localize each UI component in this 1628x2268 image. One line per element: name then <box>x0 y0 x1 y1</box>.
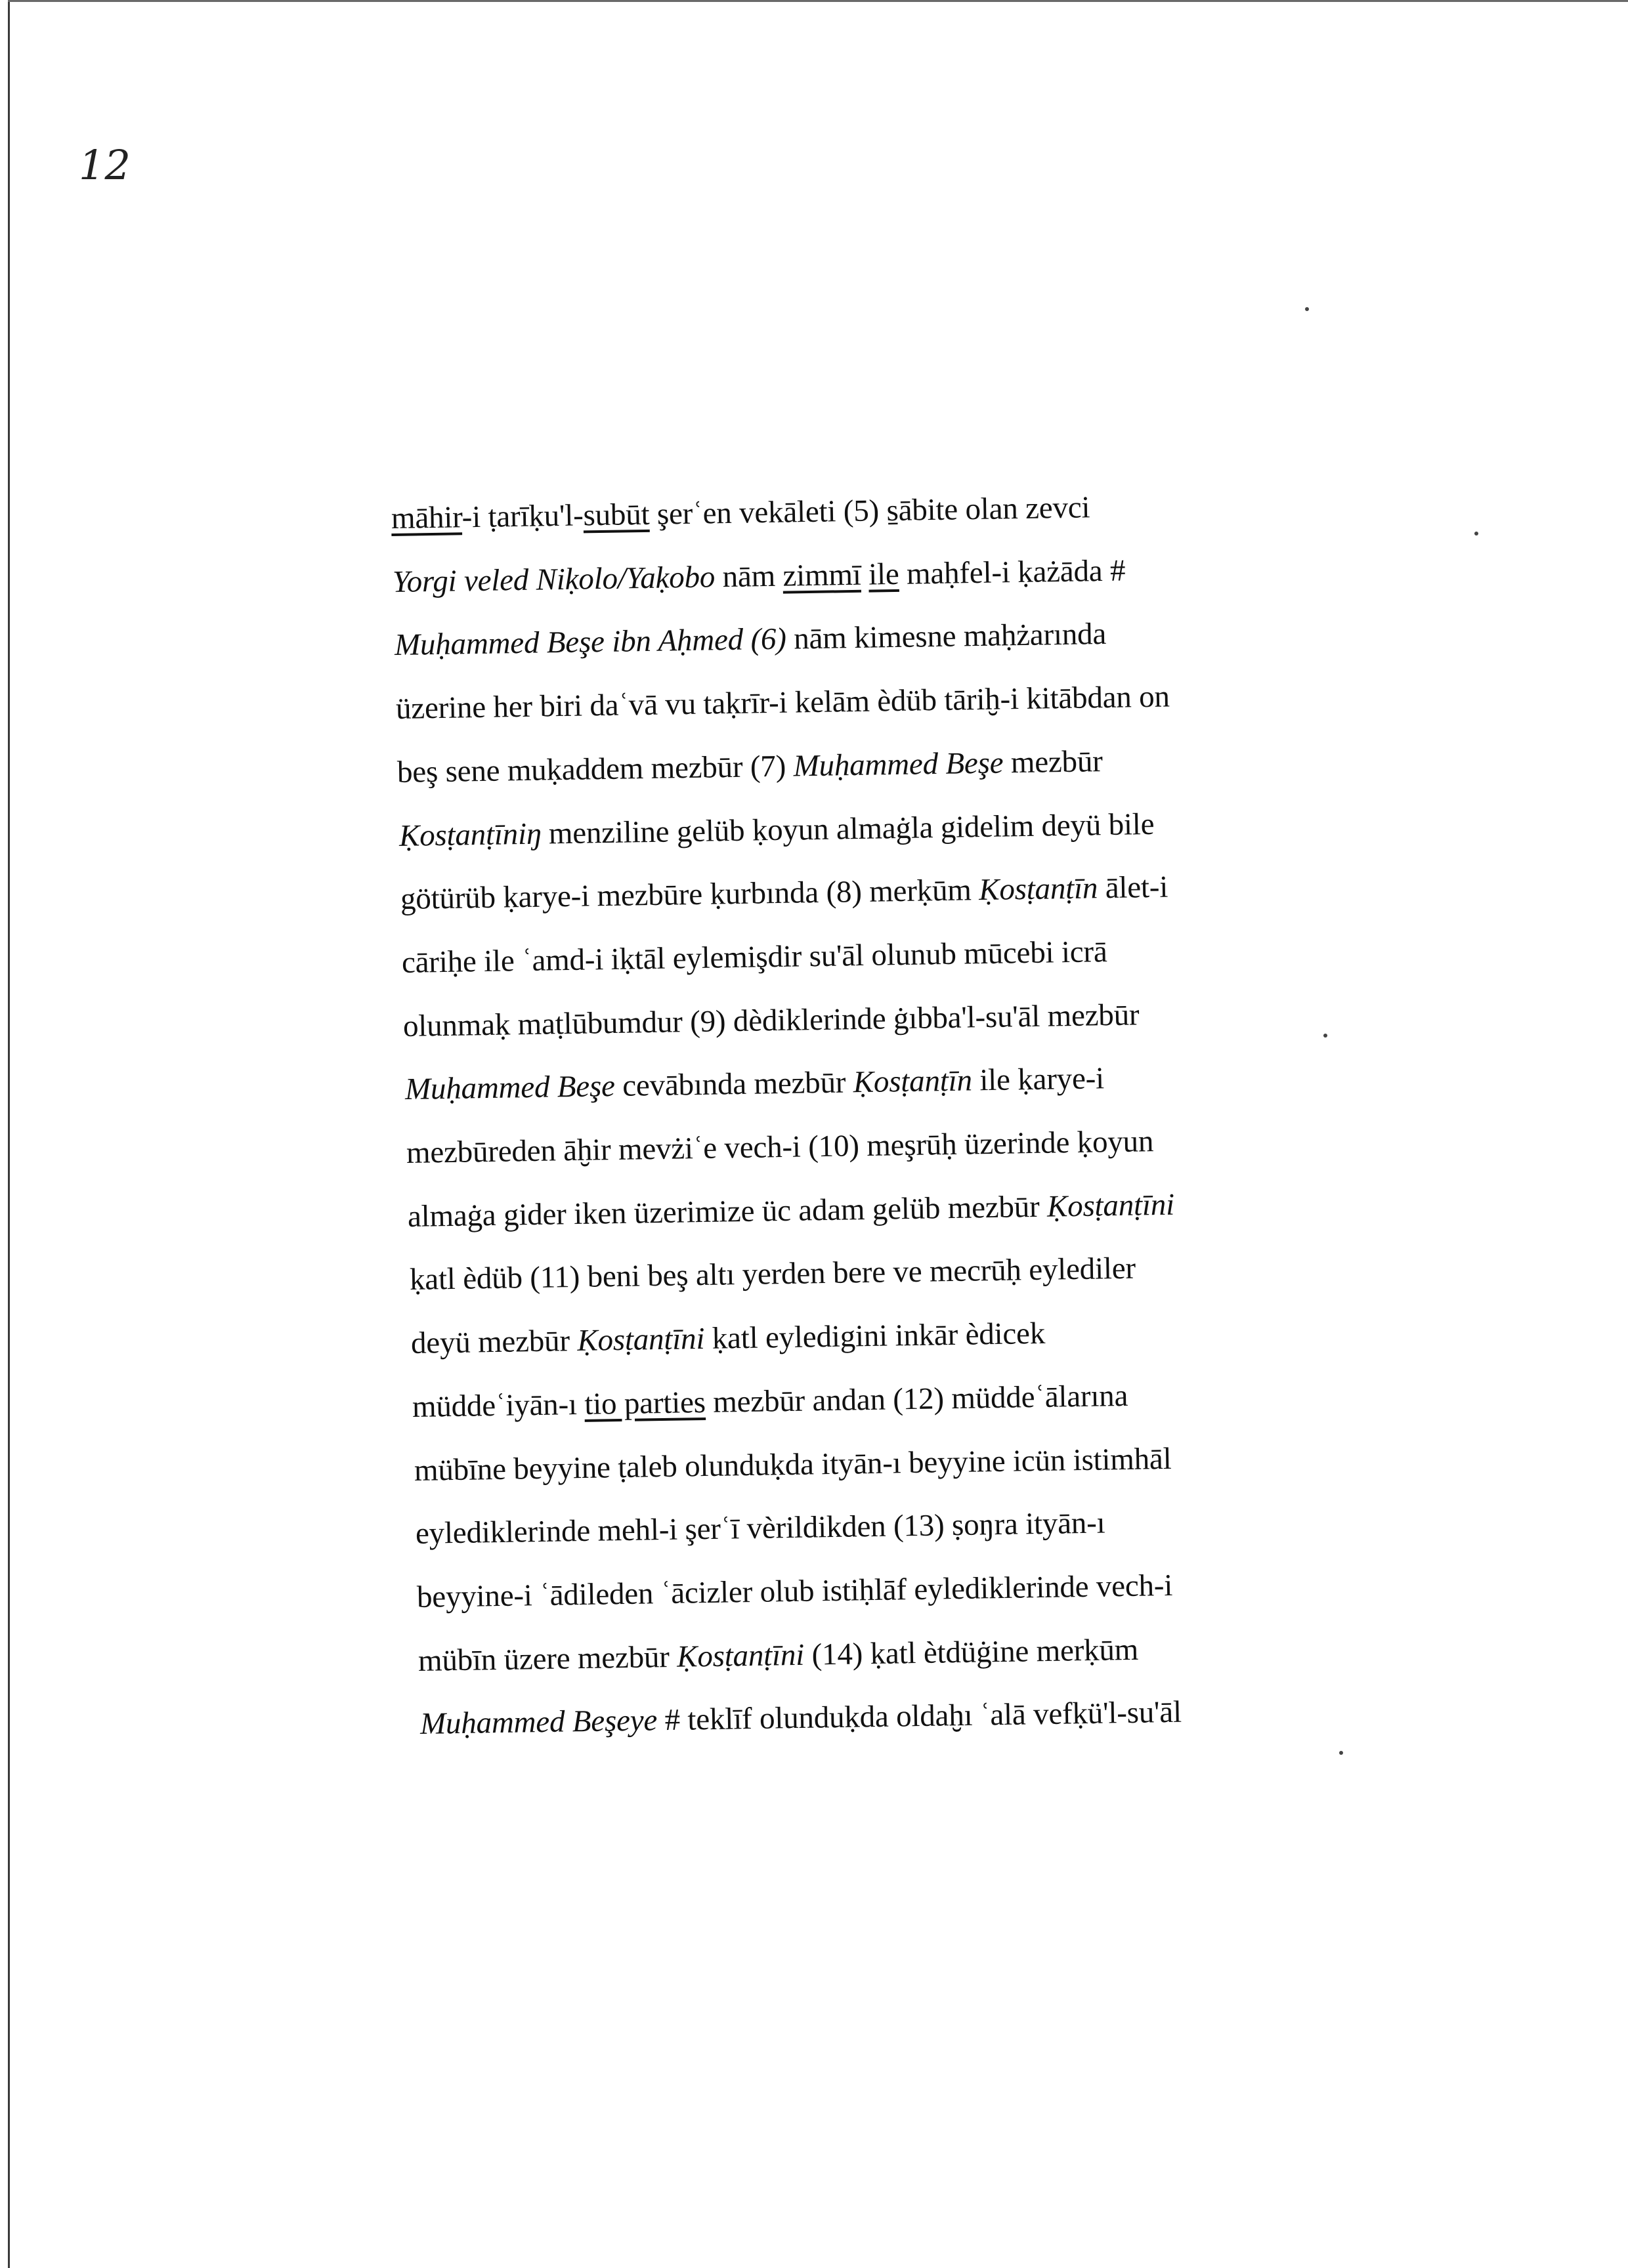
page-number-mark: 12 <box>79 141 131 189</box>
text-line <box>393 552 1126 600</box>
text-line <box>412 1377 1128 1425</box>
text-segment: ile <box>868 556 900 592</box>
text-line <box>391 489 1090 537</box>
text-segment: olunmaḳ maṭlūbumdur (9) dèdiklerinde ġıbba'l-su'āl mezbūr <box>402 997 1140 1043</box>
text-segment: beyyine-i ʿādileden ʿācizler olub istiḥlāf eylediklerinde vech-i <box>416 1568 1173 1614</box>
text-line <box>404 1060 1104 1108</box>
text-line <box>414 1440 1171 1488</box>
text-segment: mezbūreden āḫir mevżiʿe vech-i (10) meşrūḥ üzerinde ḳoyun <box>406 1124 1154 1170</box>
scan-speck <box>1305 307 1309 311</box>
text-line <box>397 743 1103 791</box>
text-segment: götürüb ḳarye-i mezbūre ḳurbında (8) merḳūm <box>400 873 979 917</box>
text-segment: subūt <box>583 497 650 533</box>
text-segment: maḥfel-i ḳażāda # <box>899 553 1126 591</box>
text-line <box>415 1505 1105 1552</box>
text-segment: şerʿen vekāleti (5) s̱ābite olan zevci <box>649 490 1090 532</box>
text-line <box>409 1250 1136 1298</box>
text-segment: Ḳosṭanṭīni <box>576 1322 705 1358</box>
text-segment: # teklīf olunduḳda oldaḫı ʿalā vefḳü'l-su'āl <box>656 1695 1182 1738</box>
text-segment: menziline gelüb ḳoyun almaġla gidelim deyü bile <box>540 807 1155 851</box>
text-segment: mübīn üzere mezbūr <box>418 1639 677 1678</box>
scan-left-edge <box>8 0 10 2268</box>
text-line <box>403 996 1140 1045</box>
text-segment: nām kimesne maḥżarında <box>785 617 1107 657</box>
text-line <box>417 1567 1173 1616</box>
text-segment: Ḳosṭanṭīni <box>1046 1187 1175 1224</box>
text-line <box>408 1186 1175 1234</box>
text-segment: zimmī <box>782 557 862 593</box>
text-segment: tio parties <box>584 1385 706 1421</box>
text-segment: mezbūr <box>1003 744 1103 780</box>
text-segment: (14) ḳatl ètdüġine merḳūm <box>804 1632 1139 1672</box>
text-segment: Ḳosṭanṭīniŋ <box>398 816 542 853</box>
text-segment: ḳatl eyledigini inkār èdicek <box>704 1316 1046 1356</box>
text-segment: ālet-i <box>1097 870 1168 906</box>
text-segment: ḳatl èdüb (11) beni beş altı yerden bere ve mecrūḥ eylediler <box>409 1251 1136 1297</box>
scan-top-edge <box>8 0 1628 2</box>
text-segment: eylediklerinde mehl-i şerʿī vèrildikden (13) ṣoŋra ityān-ı <box>415 1505 1105 1551</box>
text-line <box>410 1315 1045 1362</box>
text-segment: Ḳosṭanṭīn <box>978 871 1098 908</box>
text-segment: cevābında mezbūr <box>614 1065 853 1104</box>
text-line <box>400 869 1168 917</box>
text-line <box>394 616 1106 663</box>
text-segment: -i ṭarīḳu'l- <box>461 498 584 535</box>
text-segment: nām <box>714 558 784 594</box>
text-line <box>418 1631 1139 1679</box>
text-segment: ile ḳarye-i <box>972 1061 1105 1098</box>
text-segment: Muḥammed Beşe <box>793 746 1004 784</box>
text-segment: Ḳosṭanṭīni <box>677 1637 805 1674</box>
text-segment: mübīne beyyine ṭaleb olunduḳda ityān-ı beyyine icün istimhāl <box>414 1441 1172 1488</box>
text-segment: üzerine her biri daʿvā vu taḳrīr-i kelām èdüb tāriḫ-i kitābdan on <box>395 679 1170 726</box>
text-segment: cāriḥe ile ʿamd-i iḳtāl eylemişdir su'āl olunub mūcebi icrā <box>401 934 1108 980</box>
text-segment: Muḥammed Beşeye <box>419 1703 658 1742</box>
text-segment: Ḳosṭanṭīn <box>853 1063 972 1100</box>
text-segment: Yorgi veled Niḳolo/Yaḳobo <box>392 559 716 599</box>
text-line <box>395 679 1170 728</box>
text-line <box>406 1123 1154 1171</box>
text-line <box>419 1694 1182 1742</box>
text-segment: Muḥammed Beşe ibn Aḥmed (6) <box>394 622 786 663</box>
text-line <box>398 805 1154 854</box>
text-segment: māhir <box>391 500 463 536</box>
scan-speck <box>1323 1034 1327 1038</box>
text-segment: deyü mezbūr <box>410 1324 578 1361</box>
text-segment: müddeʿiyān-ı <box>412 1387 585 1424</box>
text-segment: mezbūr andan (12) müddeʿālarına <box>705 1378 1128 1419</box>
scan-speck <box>1339 1751 1343 1755</box>
text-segment: beş sene muḳaddem mezbūr (7) <box>396 749 794 789</box>
text-segment: Muḥammed Beşe <box>404 1069 615 1107</box>
scan-speck <box>1474 532 1478 536</box>
text-line <box>402 933 1107 981</box>
text-segment: almaġa gider iken üzerimize üc adam gelüb mezbūr <box>407 1189 1048 1234</box>
